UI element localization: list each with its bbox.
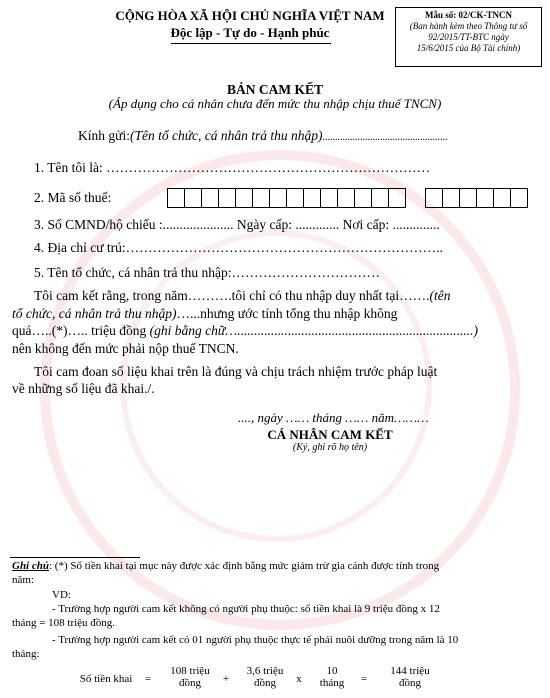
tax-code-box[interactable] bbox=[235, 188, 253, 208]
footnote-line2: năm: bbox=[12, 574, 34, 586]
commitment-line4: nên không đến mức phải nộp thuế TNCN. bbox=[12, 341, 239, 356]
field-tax-code-label: 2. Mã số thuế: bbox=[34, 190, 112, 205]
commitment-line1-text: Tôi cam kết rằng, trong năm……….tôi chỉ có thu nhập duy nhất tại……. bbox=[34, 288, 430, 303]
footnote-line5: tháng = 108 triệu đồng. bbox=[12, 617, 116, 629]
tax-code-box[interactable] bbox=[337, 188, 355, 208]
formula-equals-2: = bbox=[360, 673, 368, 685]
motto-underline bbox=[171, 43, 331, 44]
field-payer[interactable]: 5. Tên tổ chức, cá nhân trả thu nhập:…………………………… bbox=[34, 265, 381, 280]
form-issued-line2: 92/2015/TT-BTC ngày bbox=[428, 32, 509, 42]
footnote-line7: tháng: bbox=[12, 648, 40, 660]
tax-code-box[interactable] bbox=[201, 188, 219, 208]
tax-code-box[interactable] bbox=[218, 188, 236, 208]
tax-code-box[interactable] bbox=[320, 188, 338, 208]
commitment-line1-italic: (tên bbox=[429, 288, 451, 303]
tax-code-box[interactable] bbox=[425, 188, 443, 208]
commitment-line3 bbox=[12, 323, 478, 339]
tax-code-box[interactable] bbox=[252, 188, 270, 208]
field-id-card[interactable]: 3. Số CMND/hộ chiếu :..................... Ngày cấp: ............. Nơi cấp: .............. bbox=[34, 217, 440, 232]
tax-code-gap bbox=[405, 188, 425, 208]
recipient-placeholder: (Tên tổ chức, cá nhân trả thu nhập) bbox=[129, 128, 323, 143]
form-issued-line3: 15/6/2015 của Bộ Tài chính) bbox=[416, 43, 521, 53]
field-address[interactable]: 4. Địa chỉ cư trú:…………………………………………………………….. bbox=[34, 240, 443, 255]
tax-code-box[interactable] bbox=[286, 188, 304, 208]
document-subtitle: (Áp dụng cho cá nhân chưa đến mức thu nhập chịu thuế TNCN) bbox=[108, 96, 442, 111]
formula-result bbox=[378, 665, 442, 689]
tax-code-box[interactable] bbox=[303, 188, 321, 208]
formula-term1-amount: 108 triệu bbox=[170, 665, 210, 677]
form-code: 02/CK-TNCN bbox=[458, 10, 512, 20]
signature-note: (Ký, ghi rõ họ tên) bbox=[292, 442, 368, 453]
footnote-example-label: VD: bbox=[52, 589, 71, 601]
footnote-line6: - Trường hợp người cam kết có 01 người phụ thuộc thực tế phải nuôi dưỡng trong năm là 10 bbox=[52, 634, 459, 646]
form-code-prefix: Mẫu số: bbox=[425, 10, 459, 20]
commitment-line3-text: quá…..(*)….. triệu đồng bbox=[12, 323, 150, 338]
signature-title: CÁ NHÂN CAM KẾT bbox=[267, 427, 393, 442]
form-code-box bbox=[395, 7, 542, 67]
formula-term1-unit: đồng bbox=[179, 677, 201, 689]
tax-code-box[interactable] bbox=[459, 188, 477, 208]
tax-code-box[interactable] bbox=[388, 188, 406, 208]
field-name[interactable]: 1. Tên tôi là: ……………………………………………………………… bbox=[34, 160, 431, 175]
tax-code-box[interactable] bbox=[476, 188, 494, 208]
commitment-line1 bbox=[34, 288, 451, 304]
commitment-line2 bbox=[12, 306, 397, 322]
footnote-line1-text: : (*) Số tiền khai tại mục này được xác định bằng mức giảm trừ gia cảnh được tính trong bbox=[49, 560, 440, 572]
formula-term2-amount: 3,6 triệu bbox=[246, 665, 284, 677]
tax-code-box[interactable] bbox=[184, 188, 202, 208]
form-code-line bbox=[396, 10, 541, 21]
document-title: BẢN CAM KẾT bbox=[226, 82, 323, 97]
footnote-line4: - Trường hợp người cam kết không có người phụ thuộc: số tiền khai là 9 triệu đồng x 12 bbox=[52, 603, 440, 615]
tax-code-boxes[interactable] bbox=[167, 188, 527, 208]
national-title: CỘNG HÒA XÃ HỘI CHỦ NGHĨA VIỆT NAM bbox=[115, 8, 385, 23]
formula-label: Số tiền khai bbox=[79, 673, 133, 685]
declaration-line1: Tôi cam đoan số liệu khai trên là đúng và chịu trách nhiệm trước pháp luật bbox=[34, 364, 438, 379]
national-motto: Độc lập - Tự do - Hạnh phúc bbox=[170, 25, 330, 40]
commitment-line2-italic: tổ chức, cá nhân trả thu nhập) bbox=[12, 306, 177, 321]
tax-code-box[interactable] bbox=[442, 188, 460, 208]
tax-code-box[interactable] bbox=[493, 188, 511, 208]
signature-date: ...., ngày …… tháng …… năm……… bbox=[238, 410, 429, 425]
formula-term2-unit: đồng bbox=[254, 677, 276, 689]
formula-plus: + bbox=[222, 673, 230, 685]
formula-result-amount: 144 triệu bbox=[390, 665, 430, 677]
footnote-label: Ghi chú bbox=[12, 560, 49, 572]
tax-code-box[interactable] bbox=[269, 188, 287, 208]
formula-result-unit: đồng bbox=[399, 677, 421, 689]
formula-term1 bbox=[160, 665, 220, 689]
declaration-line2: về những số liệu đã khai./. bbox=[12, 381, 155, 396]
tax-code-box[interactable] bbox=[167, 188, 185, 208]
formula-times: x bbox=[296, 673, 302, 685]
form-issued-line1: (Ban hành kèm theo Thông tư số bbox=[409, 21, 528, 31]
footnote-separator bbox=[10, 557, 140, 558]
footnote-line1 bbox=[12, 560, 439, 572]
formula-term3-amount: 10 bbox=[326, 665, 338, 677]
tax-code-box[interactable] bbox=[510, 188, 528, 208]
tax-code-box[interactable] bbox=[354, 188, 372, 208]
formula-term3-unit: tháng bbox=[319, 677, 345, 689]
formula-equals-1: = bbox=[144, 673, 152, 685]
commitment-line2-text: …...nhưng ước tính tổng thu nhập không bbox=[176, 306, 398, 321]
commitment-line3-italic: (ghi bằng chữ…......................................................................) bbox=[149, 323, 478, 338]
recipient-label: Kính gửi: bbox=[78, 128, 130, 143]
recipient-dots: .................................................. bbox=[322, 132, 448, 143]
formula-term2 bbox=[235, 665, 295, 689]
formula-term3 bbox=[310, 665, 354, 689]
tax-code-box[interactable] bbox=[371, 188, 389, 208]
recipient-line bbox=[78, 128, 448, 144]
